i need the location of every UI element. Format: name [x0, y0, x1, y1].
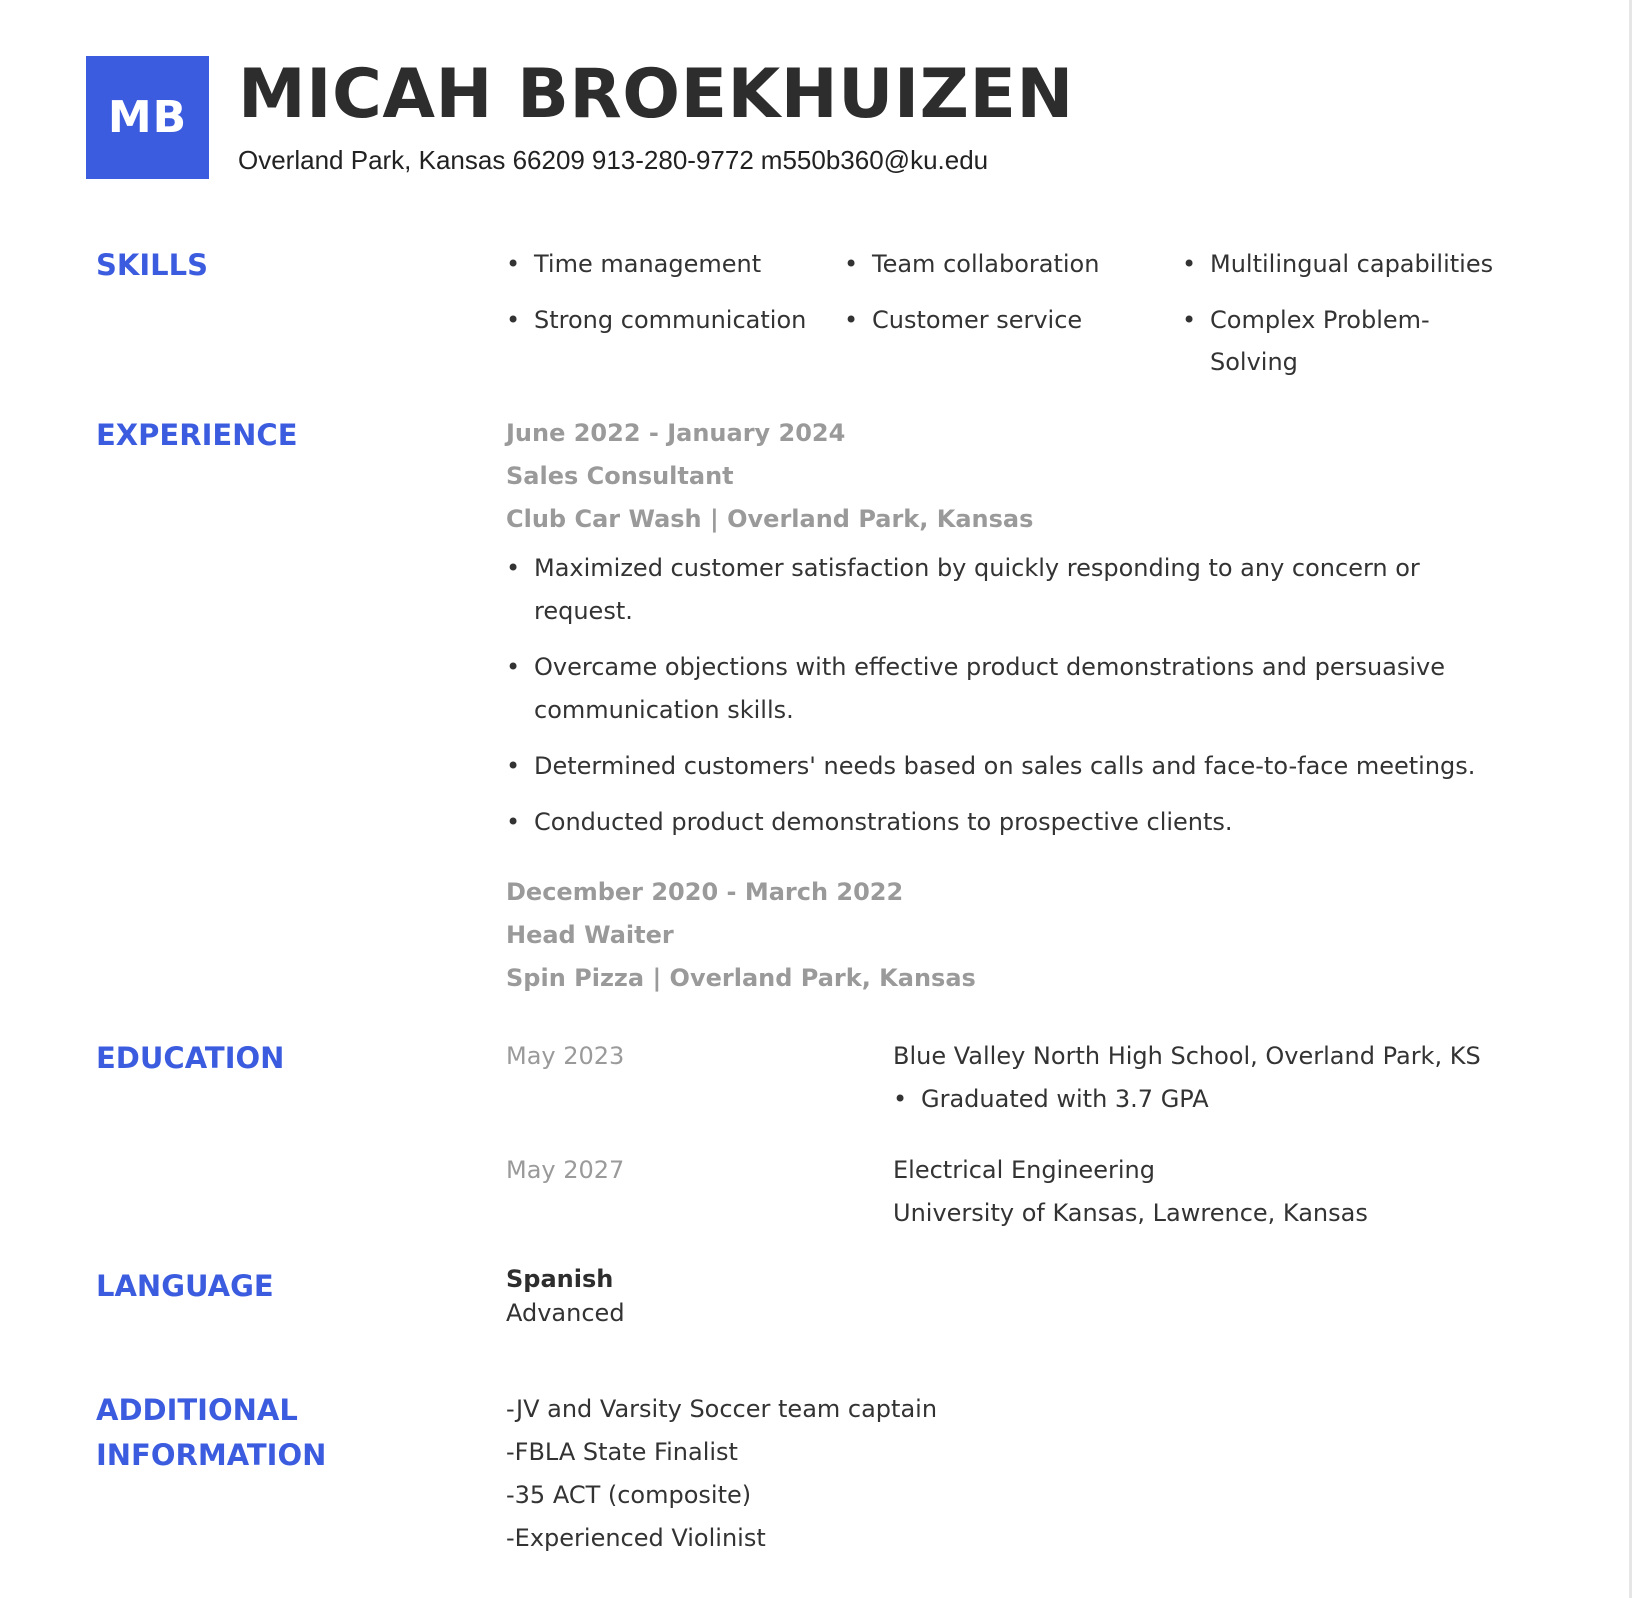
job-company: Spin Pizza | Overland Park, Kansas: [506, 964, 976, 992]
language-entry: [506, 1262, 625, 1330]
contact-info: [238, 142, 988, 178]
additional-list: [506, 1388, 937, 1560]
section-title-skills: SKILLS: [96, 248, 208, 282]
job-entry: [506, 412, 1506, 857]
section-title-experience: EXPERIENCE: [96, 418, 298, 452]
job-bullets: [506, 547, 1506, 844]
skill-item: • Complex Problem-Solving: [1182, 299, 1510, 383]
language-level: Advanced: [506, 1299, 625, 1327]
additional-item: -35 ACT (composite): [506, 1481, 752, 1509]
education-program: Electrical Engineering: [893, 1156, 1155, 1184]
monogram-badge: [86, 56, 209, 179]
job-company: Club Car Wash | Overland Park, Kansas: [506, 505, 1034, 533]
contact-location: Overland Park, Kansas 66209: [238, 145, 585, 175]
section-title-additional-line2: INFORMATION: [96, 1438, 327, 1472]
education-school: Blue Valley North High School, Overland Park, KS: [893, 1042, 1481, 1070]
skill-item: • Team collaboration: [844, 243, 1099, 285]
skill-item: • Time management: [506, 243, 761, 285]
skill-item: • Multilingual capabilities: [1182, 243, 1493, 285]
candidate-name: MICAH BROEKHUIZEN: [238, 55, 1074, 134]
education-date: May 2027: [506, 1156, 625, 1184]
job-dates: December 2020 - March 2022: [506, 878, 904, 906]
job-bullet: • Overcame objections with effective product demonstrations and persuasive communication skills.: [506, 646, 1506, 732]
job-title: Sales Consultant: [506, 462, 734, 490]
section-title-education: EDUCATION: [96, 1041, 285, 1075]
job-entry: [506, 871, 1506, 1000]
additional-item: -FBLA State Finalist: [506, 1438, 738, 1466]
additional-item: -JV and Varsity Soccer team captain: [506, 1395, 938, 1423]
job-bullet: • Maximized customer satisfaction by quickly responding to any concern or request.: [506, 547, 1506, 633]
education-school: University of Kansas, Lawrence, Kansas: [893, 1199, 1368, 1227]
section-title-language: LANGUAGE: [96, 1269, 274, 1303]
skill-item: • Strong communication: [506, 299, 806, 341]
contact-email: m550b360@ku.edu: [760, 145, 989, 175]
job-dates: June 2022 - January 2024: [506, 419, 846, 447]
education-detail: [893, 1035, 1481, 1121]
job-bullet: • Determined customers' needs based on sales calls and face-to-face meetings.: [506, 745, 1506, 788]
additional-item: -Experienced Violinist: [506, 1524, 766, 1552]
job-bullet: • Conducted product demonstrations to prospective clients.: [506, 801, 1506, 844]
section-title-additional: [96, 1388, 326, 1478]
language-name: Spanish: [506, 1265, 614, 1293]
contact-phone: 913-280-9772: [591, 145, 754, 175]
job-title: Head Waiter: [506, 921, 674, 949]
monogram-initials: MB: [107, 92, 188, 143]
skill-item: • Customer service: [844, 299, 1082, 341]
education-bullet: • Graduated with 3.7 GPA: [893, 1078, 1481, 1121]
section-title-additional-line1: ADDITIONAL: [96, 1393, 298, 1427]
education-detail: [893, 1149, 1368, 1235]
education-date: May 2023: [506, 1042, 625, 1070]
